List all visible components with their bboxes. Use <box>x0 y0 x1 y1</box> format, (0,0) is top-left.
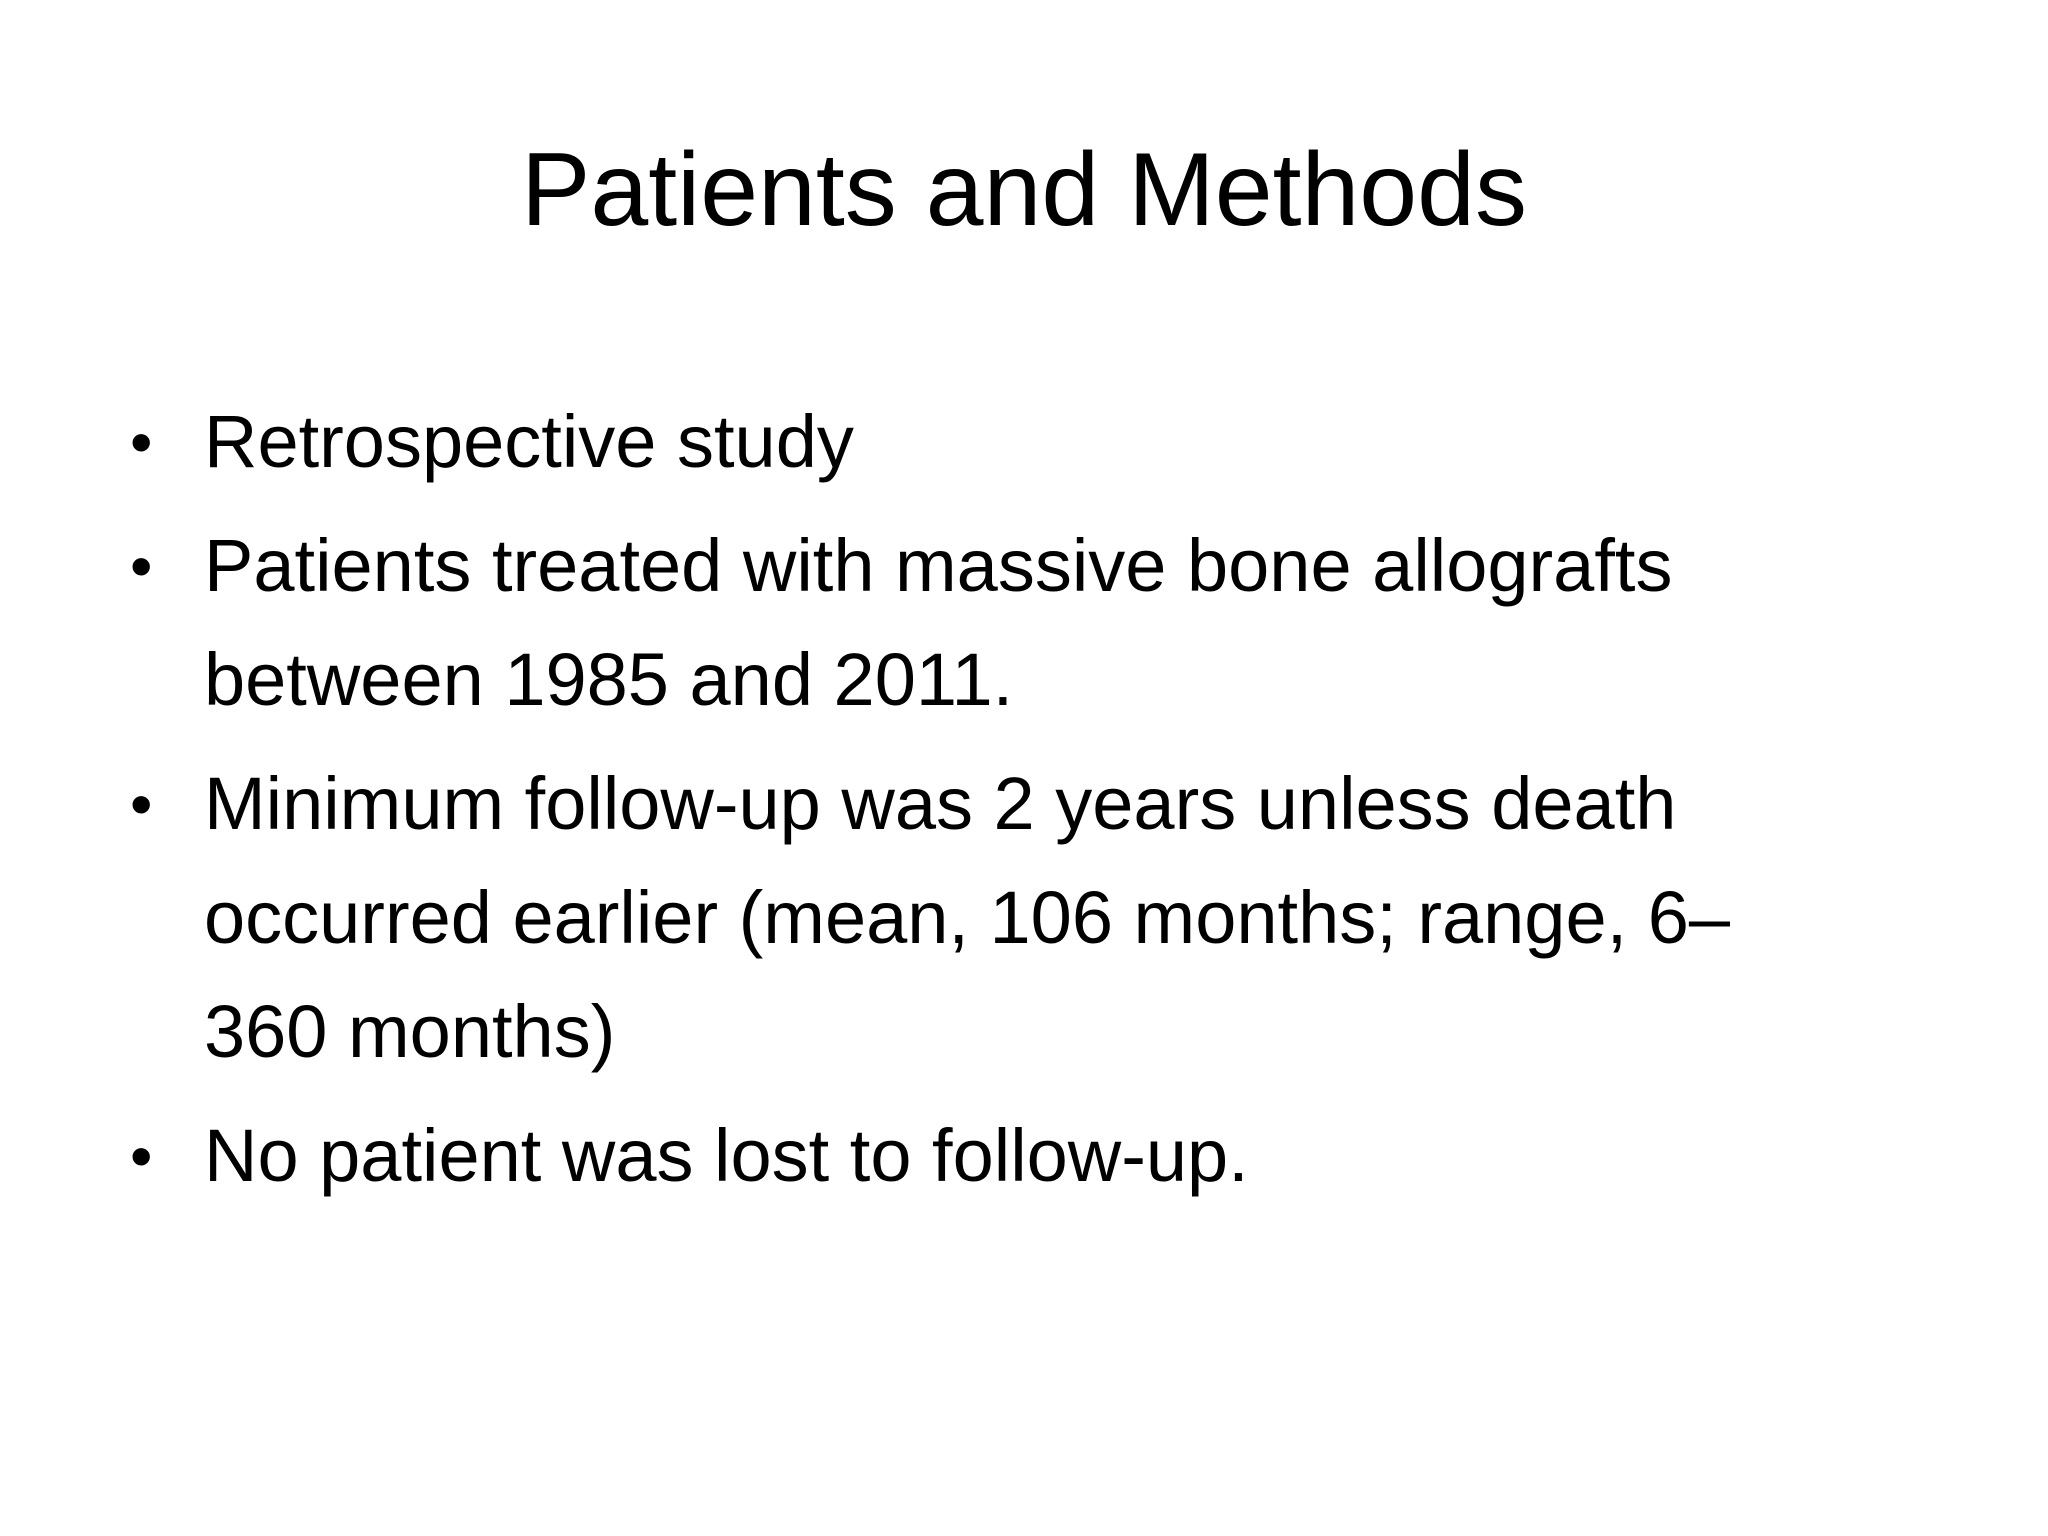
bullet-item-patients-treated <box>118 509 1968 737</box>
bullet-text-line: Retrospective study <box>204 400 854 483</box>
bullet-icon: • <box>130 768 153 840</box>
bullet-item-minimum-follow-up <box>118 747 1968 1089</box>
bullet-icon: • <box>130 1120 153 1192</box>
bullet-item-retrospective <box>118 385 1968 499</box>
bullet-text-line: Patients treated with massive bone allografts <box>204 524 1673 607</box>
bullet-text-line: Minimum follow-up was 2 years unless death <box>204 762 1677 845</box>
bullet-list <box>118 385 1968 1223</box>
bullet-text-line: between 1985 and 2011. <box>204 638 1014 721</box>
bullet-icon: • <box>130 530 153 602</box>
bullet-text-line: No patient was lost to follow-up. <box>204 1114 1249 1197</box>
bullet-text-line: 360 months) <box>204 990 616 1073</box>
bullet-text-line: occurred earlier (mean, 106 months; range, 6– <box>204 876 1731 959</box>
slide-title: Patients and Methods <box>521 132 1527 248</box>
bullet-item-no-patient-lost <box>118 1099 1968 1213</box>
bullet-icon: • <box>130 406 153 478</box>
